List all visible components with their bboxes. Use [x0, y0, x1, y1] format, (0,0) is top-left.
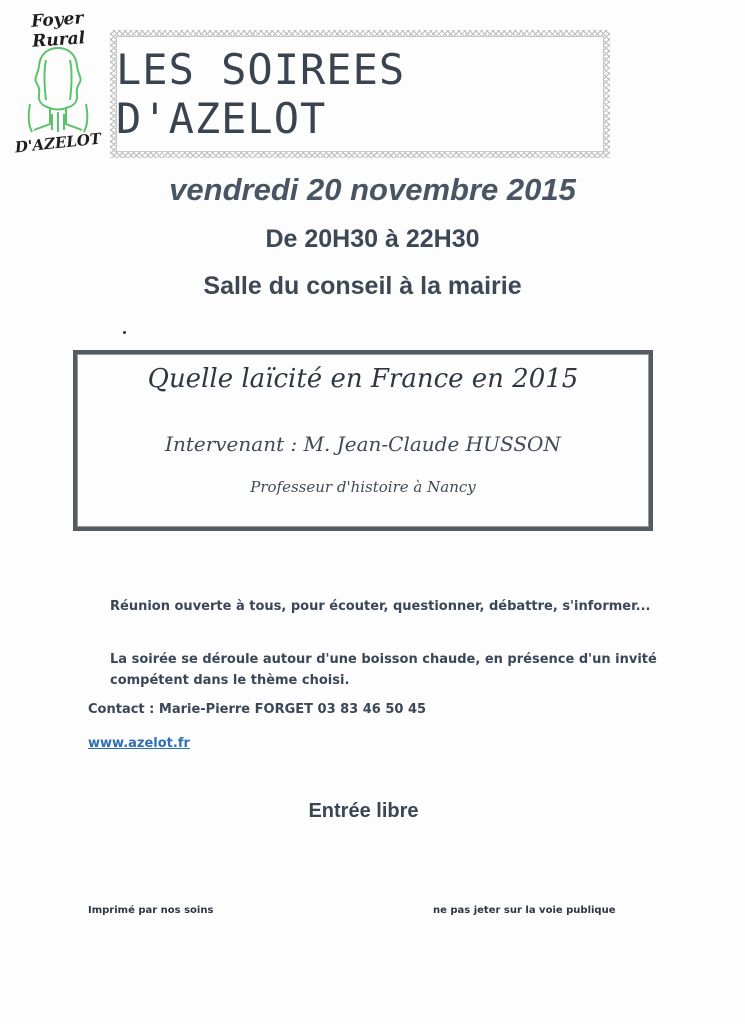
event-date: vendredi 20 novembre 2015 — [169, 172, 576, 207]
talk-box — [73, 350, 653, 531]
event-venue: Salle du conseil à la mairie — [203, 272, 522, 300]
scan-speck — [123, 331, 126, 334]
twin-faces-logo-icon — [20, 44, 96, 134]
talk-speaker: Intervenant : M. Jean-Claude HUSSON — [165, 432, 561, 456]
logo-bottom-text: D'AZELOT — [14, 129, 102, 157]
footer-printed-note: Imprimé par nos soins — [88, 905, 214, 916]
logo-top-text: Foyer Rural — [30, 8, 86, 52]
description-paragraph-1: Réunion ouverte à tous, pour écouter, questionner, débattre, s'informer... — [110, 599, 651, 614]
talk-title: Quelle laïcité en France en 2015 — [147, 364, 579, 394]
talk-speaker-role: Professeur d'histoire à Nancy — [250, 478, 476, 496]
description-paragraph-2: La soirée se déroule autour d'une boisson chaude, en présence d'un invité compétent dans le thème choisi. — [110, 652, 657, 688]
entry-free-label: Entrée libre — [308, 800, 419, 822]
foyer-rural-logo — [8, 10, 108, 170]
contact-line: Contact : Marie-Pierre FORGET 03 83 46 50 45 — [88, 702, 427, 717]
website-link[interactable]: www.azelot.fr — [88, 736, 190, 751]
header-frame — [110, 30, 610, 158]
header-inner — [116, 36, 604, 152]
event-time: De 20H30 à 22H30 — [265, 225, 480, 253]
footer-disposal-note: ne pas jeter sur la voie publique — [433, 905, 616, 916]
page-title: LES SOIREES D'AZELOT — [116, 45, 406, 143]
